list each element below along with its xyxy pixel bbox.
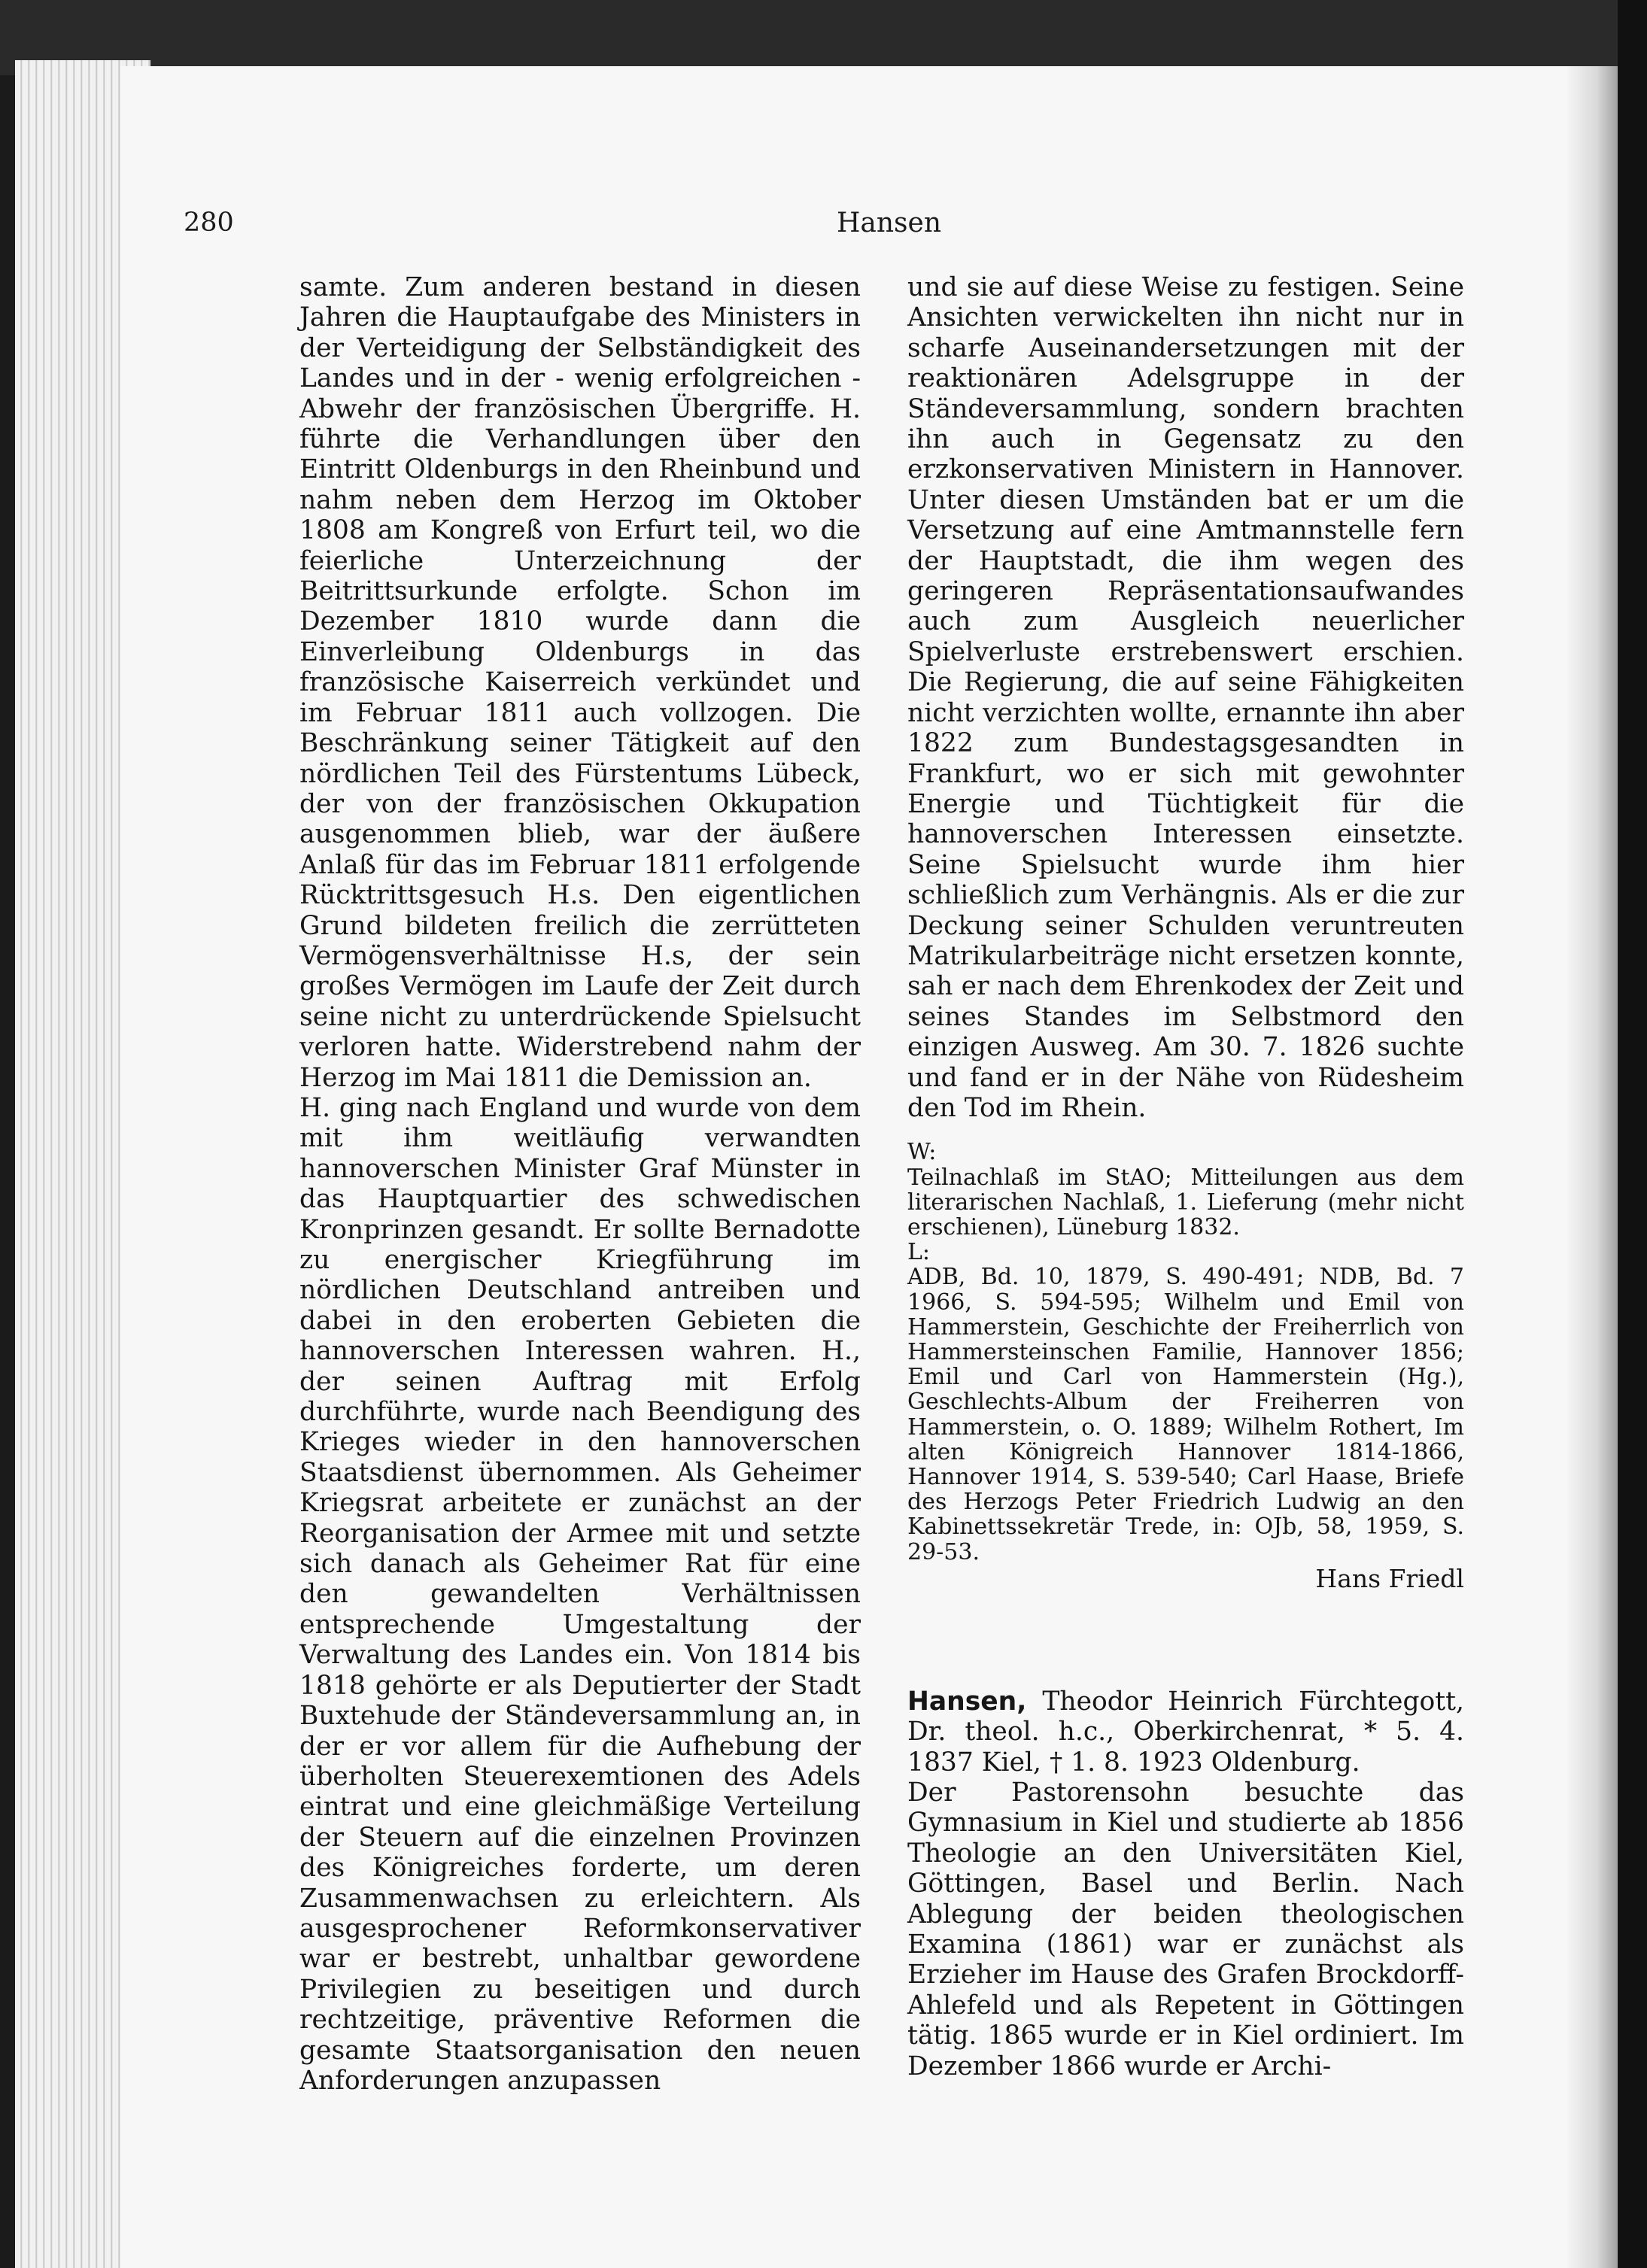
left-paragraph-1: samte. Zum anderen bestand in diesen Jahren die Hauptaufgabe des Ministers in der Verteidigung der Selbständigkeit des Landes und in der - wenig erfolgreichen - Abwehr der französischen Übergriffe. H. führte die Verhandlungen über den Eintritt Oldenburgs in den Rheinbund und nahm neben dem Herzog im Oktober 1808 am Kongreß von Erfurt teil, wo die feierliche Unterzeichnung der Beitrittsurkunde erfolgte. Schon im Dezember 1810 wurde dann die Einverleibung Oldenburgs in das französische Kaiserreich verkündet und im Februar 1811 auch vollzogen. Die Beschränkung seiner Tätigkeit auf den nördlichen Teil des Fürstentums Lübeck, der von der französischen Okkupation ausgenommen blieb, war der äußere Anlaß für das im Februar 1811 erfolgende Rücktrittsgesuch H.s. Den eigentlichen Grund bildeten freilich die zerrütteten Vermögensverhältnisse H.s, der sein großes Vermögen im Laufe der Zeit durch seine nicht zu unterdrückende Spielsucht verloren hatte. Widerstrebend nahm der Herzog im Mai 1811 die Demission an. — [299, 272, 861, 1093]
page-header — [0, 208, 1647, 245]
page-number: 280 — [184, 208, 234, 238]
running-head: Hansen — [837, 208, 942, 238]
book-binding-edge — [1618, 0, 1647, 2268]
entry-heading — [907, 1687, 1464, 1778]
entry-heading-details: Theodor Heinrich Fürchtegott, Dr. theol. h.c., Oberkirchenrat, * 5. 4. 1837 Kiel, † 1. 8. 1923 Oldenburg. — [907, 1686, 1464, 1778]
article-author: Hans Friedl — [1315, 1563, 1464, 1593]
book-cover-top — [0, 0, 1647, 75]
left-paragraph-2: H. ging nach England und wurde von dem mit ihm weitläufig verwandten hannoverschen Minister Graf Münster in das Hauptquartier des schwedischen Kronprinzen gesandt. Er sollte Bernadotte zu energischer Kriegführung im nördlichen Deutschland antreiben und dabei in den eroberten Gebieten die hannoverschen Interessen wahren. H., der seinen Auftrag mit Erfolg durchführte, wurde nach Beendigung des Krieges wieder in den hannoverschen Staatsdienst übernommen. Als Geheimer Kriegsrat arbeitete er zunächst an der Reorganisation der Armee mit und setzte sich danach als Geheimer Rat für eine den gewandelten Verhältnissen entsprechende Umgestaltung der Verwaltung des Landes ein. Von 1814 bis 1818 gehörte er als Deputierter der Stadt Buxtehude der Ständeversammlung an, in der er vor allem für die Aufhebung der überholten Steuerexemtionen des Adels eintrat und eine gleichmäßige Verteilung der Steuern auf die einzelnen Provinzen des Königreiches forderte, um deren Zusammenwachsen zu erleichtern. Als ausgesprochener Reformkonservativer war er bestrebt, unhaltbar gewordene Privilegien zu beseitigen und durch rechtzeitige, präventive Reformen die gesamte Staatsorganisation den neuen Anforderungen anzupassen — [299, 1092, 861, 2096]
new-entry — [907, 1687, 1464, 2081]
right-paragraph-1: und sie auf diese Weise zu festigen. Seine Ansichten verwickelten ihn nicht nur in scharfe Auseinandersetzungen mit der reaktionären Adelsgruppe in der Ständeversammlung, sondern brachten ihn auch in Gegensatz zu den erzkonservativen Ministern in Hannover. Unter diesen Umständen bat er um die Versetzung auf eine Amtmannstelle fern der Hauptstadt, die ihm wegen des geringeren Repräsentationsaufwandes auch zum Ausgleich neuerlicher Spielverluste erstrebenswert erschien. Die Regierung, die auf seine Fähigkeiten nicht verzichten wollte, ernannte ihn aber 1822 zum Bundestagsgesandten in Frankfurt, wo er sich mit gewohnter Energie und Tüchtigkeit für die hannoverschen Interessen einsetzte. Seine Spielsucht wurde ihm hier schließlich zum Verhängnis. Als er die zur Deckung seiner Schulden veruntreuten Matrikularbeiträge nicht ersetzen konnte, sah er nach dem Ehrenkodex der Zeit und seines Standes im Selbstmord den einzigen Ausweg. Am 30. 7. 1826 suchte und fand er in der Nähe von Rüdesheim den Tod im Rhein. — [907, 272, 1464, 1123]
works-text: Teilnachlaß im StAO; Mitteilungen aus dem literarischen Nachlaß, 1. Lieferung (mehr nicht erschienen), Lüneburg 1832. — [907, 1164, 1464, 1240]
left-column — [299, 272, 861, 2096]
works-label: W: — [907, 1139, 937, 1166]
literature-label: L: — [907, 1239, 931, 1266]
entry-paragraph: Der Pastorensohn besuchte das Gymnasium in Kiel und studierte ab 1856 Theologie an den Universitäten Kiel, Göttingen, Basel und Berlin. Nach Ablegung der beiden theologischen Examina (1861) war er zunächst als Erzieher im Hause des Grafen Brockdorff-Ahlefeld und als Repetent in Göttingen tätig. 1865 wurde er in Kiel ordiniert. Im Dezember 1866 wurde er Archi- — [907, 1778, 1464, 2081]
entry-name: Hansen, — [907, 1686, 1027, 1717]
right-column — [907, 272, 1464, 2081]
page-gutter-shadow — [1565, 66, 1618, 2268]
literature-text: ADB, Bd. 10, 1879, S. 490-491; NDB, Bd. 7 1966, S. 594-595; Wilhelm und Emil von Hammerstein, Geschichte der Freiherrlich von Hammersteinschen Familie, Hannover 1856; Emil und Carl von Hammerstein (Hg.), Geschlechts-Album der Freiherren von Hammerstein, o. O. 1889; Wilhelm Rothert, Im alten Königreich Hannover 1814-1866, Hannover 1914, S. 539-540; Carl Haase, Briefe des Herzogs Peter Friedrich Ludwig an den Kabinettssekretär Trede, in: OJb, 58, 1959, S. 29-53. — [907, 1264, 1464, 1565]
